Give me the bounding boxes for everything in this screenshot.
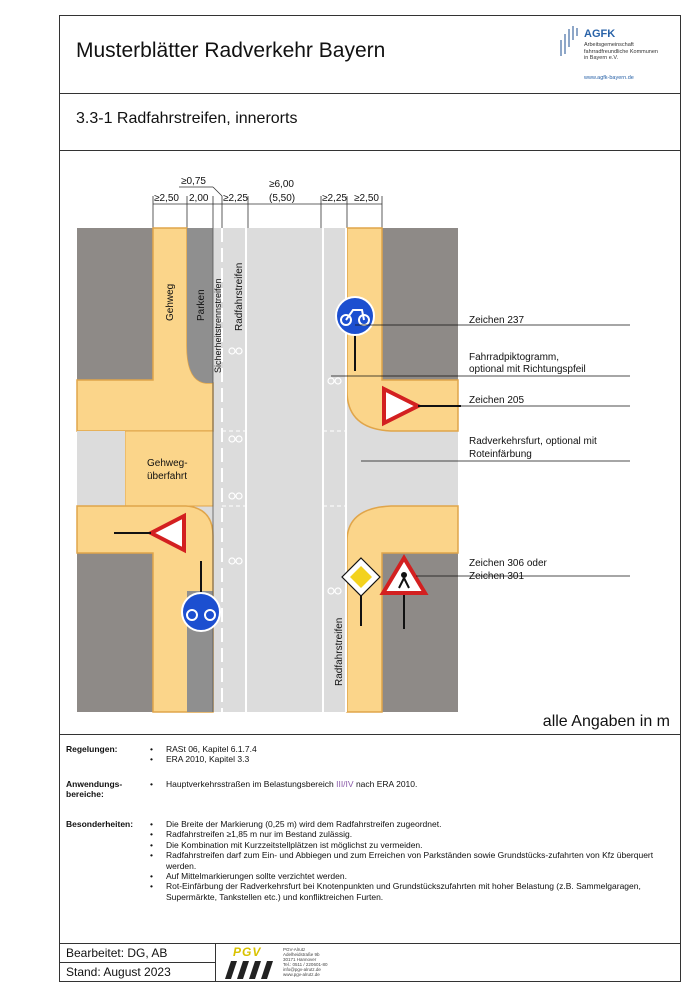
rule-item: • Auf Mittelmarkierungen sollte verzichtet werden. <box>150 871 670 881</box>
rule-item: • Die Kombination mit Kurzzeitstellplätzen ist möglichst zu vermeiden. <box>150 840 670 850</box>
pgv-logo <box>225 945 328 979</box>
dim-label: ≥2,25 <box>322 193 347 204</box>
footer-info <box>60 943 215 981</box>
logo-url: www.agfk-bayern.de <box>584 75 634 81</box>
callouts <box>469 315 597 582</box>
pgv-address: PGV-Alrutz Adelheidstraße 9b 30171 Hannover Tel.: 0511 / 220601-80 info@pgv-alrutz.de www.pgv-alrutz.de <box>283 947 328 977</box>
label-radfahrstreifen: Radfahrstreifen <box>334 617 345 686</box>
agfk-logo <box>558 24 678 94</box>
logo-subtitle: Arbeitsgemeinschaft fahrradfreundliche Kommunen in Bayern e.V. <box>584 42 658 61</box>
divider <box>215 943 216 981</box>
intersection-drawing <box>60 164 680 724</box>
divider <box>60 93 680 94</box>
callout-text: Zeichen 301 <box>469 571 525 582</box>
dimension-lines <box>153 187 382 228</box>
rule-item: • ERA 2010, Kapitel 3.3 <box>150 754 670 764</box>
callout-text: Roteinfärbung <box>469 449 532 460</box>
label-gehweg-ueberfahrt: überfahrt <box>147 471 188 482</box>
building <box>382 228 458 380</box>
dim-label: ≥2,25 <box>223 193 248 204</box>
rule-items <box>150 744 670 765</box>
units-note: alle Angaben in m <box>542 713 670 730</box>
pgv-stripes-icon <box>225 961 275 979</box>
callout-text: Fahrradpiktogramm, <box>469 352 560 363</box>
divider <box>60 734 680 735</box>
divider <box>60 150 680 151</box>
label-radfahrstreifen: Radfahrstreifen <box>234 262 245 331</box>
rule-label: Besonderheiten: <box>66 819 134 829</box>
rule-item: • Radfahrstreifen darf zum Ein- und Abbiegen und zum Erreichen von Parkständen sowie Grundstücks-zufahrten von Kfz überquert werden. <box>150 850 670 871</box>
label-sicherheitstrennstreifen: Sicherheitstrennstreifen <box>213 278 223 373</box>
callout-text: Zeichen 237 <box>469 315 525 326</box>
callout-text: Zeichen 306 oder <box>469 558 547 569</box>
label-gehweg-ueberfahrt: Gehweg- <box>147 458 188 469</box>
building <box>77 228 153 380</box>
dim-label: ≥2,50 <box>354 193 379 204</box>
footer-bearbeitet: Bearbeitet: DG, AB <box>66 946 168 960</box>
logo-title: AGFK <box>584 28 616 40</box>
label-parken: Parken <box>196 289 207 321</box>
page-subtitle: 3.3-1 Radfahrstreifen, innerorts <box>76 110 298 127</box>
rule-items <box>150 779 670 789</box>
dim-label: ≥6,00 <box>269 179 294 190</box>
rule-item: • Rot-Einfärbung der Radverkehrsfurt bei Knotenpunkten und Grundstückszufahrten mit hoher Belastung (z.B. Sammelgaragen, Supermärkte, Tankstellen etc.) und konfliktreichen Furten. <box>150 881 670 902</box>
dim-label: ≥2,50 <box>154 193 179 204</box>
dim-label: ≥0,75 <box>181 176 206 187</box>
footer-stand: Stand: August 2023 <box>66 965 171 979</box>
rule-label: Regelungen: <box>66 744 118 754</box>
building <box>77 553 153 712</box>
side-road-left <box>77 431 125 506</box>
label-gehweg: Gehweg <box>165 283 176 321</box>
dim-label: 2,00 <box>189 193 209 204</box>
dim-label: (5,50) <box>269 193 296 204</box>
rule-item: • Radfahrstreifen ≥1,85 m nur im Bestand zulässig. <box>150 829 670 839</box>
pgv-name: PGV <box>233 945 262 959</box>
document-frame <box>59 15 681 982</box>
logo-bars-icon <box>558 26 582 58</box>
callout-text: optional mit Richtungspfeil <box>469 364 586 375</box>
callout-text: Radverkehrsfurt, optional mit <box>469 436 597 447</box>
divider <box>60 962 215 963</box>
rule-item: • Hauptverkehrsstraßen im Belastungsbereich III/IV nach ERA 2010. <box>150 779 670 789</box>
rule-label: Anwendungs- bereiche: <box>66 779 123 800</box>
callout-text: Zeichen 205 <box>469 395 525 406</box>
rule-items <box>150 819 670 902</box>
rule-item: • Die Breite der Markierung (0,25 m) wird dem Radfahrstreifen zugeordnet. <box>150 819 670 829</box>
page-title: Musterblätter Radverkehr Bayern <box>76 39 386 62</box>
rule-item: • RASt 06, Kapitel 6.1.7.4 <box>150 744 670 754</box>
